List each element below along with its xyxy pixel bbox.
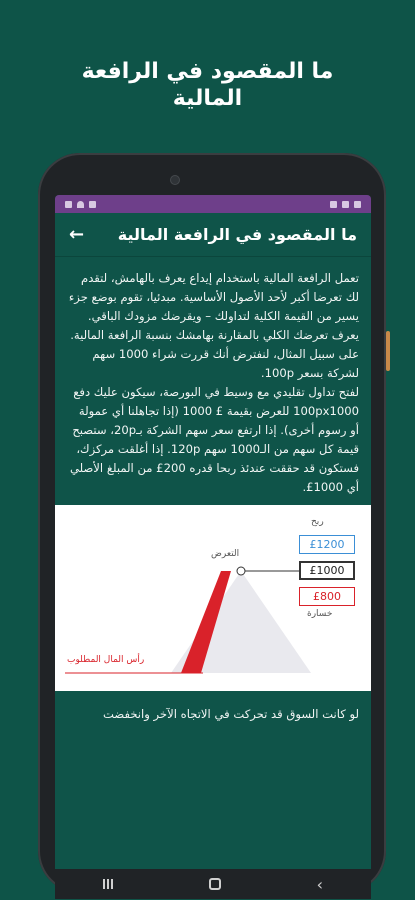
- app-bar: [55, 213, 371, 257]
- capital-label: رأس المال المطلوب: [67, 655, 145, 665]
- article-continuation: [55, 691, 371, 724]
- promo-title-line2: المالية: [172, 86, 243, 111]
- price-box-mid: £1000: [299, 561, 355, 580]
- article-paragraph-5: لو كانت السوق قد تحركت في الاتجاه الآخر وانخفضت: [103, 707, 359, 721]
- exposure-point: [237, 567, 245, 575]
- article-paragraph-1: تعمل الرافعة المالية باستخدام إيداع يعرف بالهامش، لتقدم لك تعرضا أكبر لأحد الأصول الأساسية. مبدئيا، تقوم بوضع جزء يسير من القيمة الكلية لتداولك – ويقرضك مزودك الباقي.: [68, 271, 359, 323]
- sim-icon: [89, 201, 96, 208]
- article-paragraph-4: لفتح تداول تقليدي مع وسيط في البورصة، سيكون عليك دفع 100px1000 للعرض بقيمة £ 1000 (إذا تجاهلنا أي عمولة أو رسوم أخرى). إذا ارتفع سعر سهم الشركة بـ20p، ستصبح قيمة كل سهم من الـ1000 سهم 120p. إذا أغلقت مركزك، فستكون قد حققت عندئذ ربحا قدره 200£ من المبلغ الأصلي أي 1000£.: [69, 385, 359, 494]
- app-screen: [55, 195, 371, 869]
- nav-back-icon[interactable]: ‹: [316, 874, 324, 894]
- battery-icon: [330, 201, 337, 208]
- promo-title: [0, 58, 415, 112]
- price-box-low: £800: [299, 587, 355, 606]
- promo-title-line1: ما المقصود في الرافعة: [81, 59, 334, 84]
- signal-icon: [354, 201, 361, 208]
- exposure-label: التعرض: [211, 549, 240, 559]
- status-left: [65, 201, 96, 208]
- leverage-diagram: [55, 505, 371, 691]
- profit-label: ربح: [311, 517, 324, 527]
- wifi-icon: [77, 201, 84, 208]
- article-body: [55, 257, 371, 497]
- price-box-high: £1200: [299, 535, 355, 554]
- page-title: ما المقصود في الرافعة المالية: [117, 225, 357, 244]
- camera-icon: [170, 175, 180, 185]
- article-paragraph-2: يعرف تعرضك الكلي بالمقارنة بهامشك بنسبة الرافعة المالية.: [70, 328, 359, 342]
- phone-frame: [38, 153, 386, 893]
- power-button: [386, 331, 390, 371]
- system-nav-bar: [55, 869, 371, 899]
- status-right: [330, 201, 361, 208]
- signal-icon: [65, 201, 72, 208]
- arrow-back-icon[interactable]: ←: [69, 224, 85, 245]
- article-paragraph-3: على سبيل المثال، لنفترض أنك قررت شراء 1000 سهم لشركة بسعر 100p.: [92, 347, 359, 380]
- status-bar: [55, 195, 371, 213]
- recents-icon[interactable]: [103, 879, 113, 889]
- sim-icon: [342, 201, 349, 208]
- home-icon[interactable]: [209, 878, 221, 890]
- loss-label: خسارة: [307, 609, 333, 619]
